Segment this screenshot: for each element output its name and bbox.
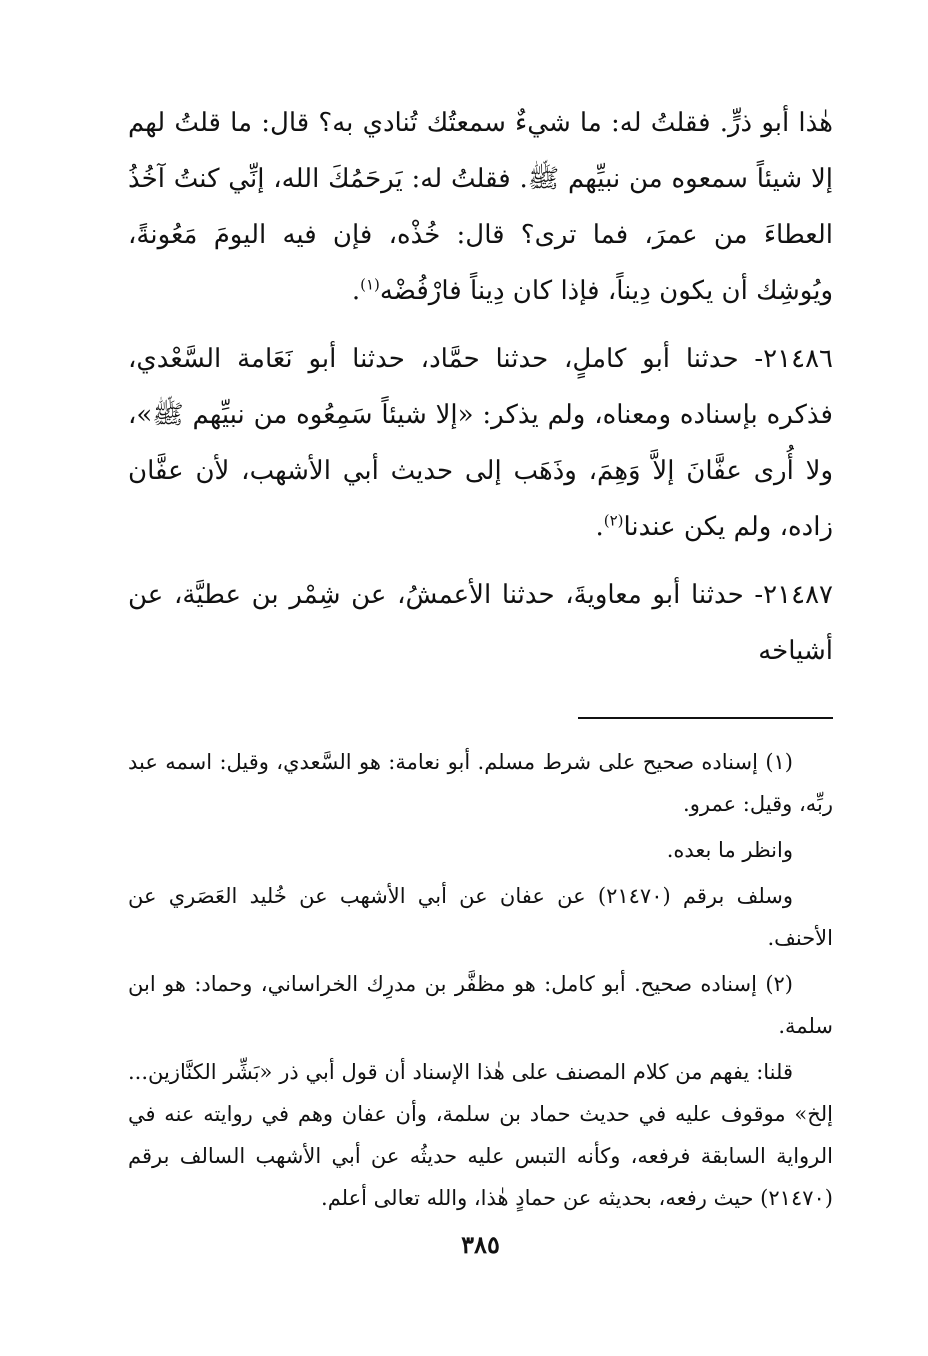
footnote-1: (١) إسناده صحيح على شرط مسلم. أبو نعامة: هو السَّعدي، وقيل: اسمه عبد ربِّه، وقيل: عمرو. — [128, 750, 833, 816]
book-page — [128, 95, 833, 1335]
page-number: ٣٨٥ — [461, 1230, 500, 1259]
hadith-number: ٢١٤٨٧- — [754, 580, 833, 610]
paragraph-ending: . — [595, 512, 604, 542]
hadith-paragraph — [128, 567, 833, 679]
hadith-number: ٢١٤٨٦- — [754, 344, 833, 374]
main-text — [128, 95, 833, 679]
paragraph-text: حدثنا أبو كاملٍ، حدثنا حمَّاد، حدثنا أبو نَعَامة السَّعْدي، فذكره بإسناده ومعناه، ولم يذكر: «إلا شيئاً سَمِعُوه من نبيِّهم ﷺ»، ولا أُرى عفَّانَ إلاَّ وَهِمَ، وذَهَب إلى حديث أبي الأشهب، لأن عفَّان زاده، ولم يكن عندنا — [128, 344, 833, 542]
footnote-1-see-also: وانظر ما بعده. — [666, 838, 793, 862]
paragraph-text: هٰذا أبو ذرٍّ. فقلتُ له: ما شيءٌ سمعتُك تُنادي به؟ قال: ما قلتُ لهم إلا شيئاً سمعوه من نبيِّهم ﷺ. فقلتُ له: يَرحَمُكَ الله، إنِّي كنتُ آخُذُ العطاءَ من عمرَ، فما ترى؟ قال: خُذْه، فإن فيه اليومَ مَعُونةً، ويُوشِك أن يكون دِيناً، فإذا كان دِيناً فارْفُضْه — [128, 108, 833, 306]
footnote-1-previous-ref: وسلف برقم (٢١٤٧٠) عن عفان عن أبي الأشهب عن خُليد العَصَري عن الأحنف. — [128, 884, 833, 950]
footnotes — [128, 741, 833, 1219]
footnote-divider — [578, 717, 833, 719]
paragraph-ending: . — [351, 276, 361, 306]
paragraph-text: حدثنا أبو معاويةَ، حدثنا الأعمشُ، عن شِمْر بن عطيَّة، عن أشياخه — [128, 580, 833, 666]
footnote-reference: (٢) — [603, 511, 624, 530]
main-paragraph-continuation — [128, 95, 833, 319]
footnote-2: (٢) إسناده صحيح. أبو كامل: هو مظفَّر بن مدرِك الخراساني، وحماد: هو ابن سلمة. — [128, 972, 833, 1038]
footnote-2-commentary: قلنا: يفهم من كلام المصنف على هٰذا الإسناد أن قول أبي ذر «بَشِّر الكنَّازين... إلخ» موقوف عليه في حديث حماد بن سلمة، وأن عفان وهم في روايته عنه في الرواية السابقة فرفعه، وكأنه التبس عليه حديثُه عن أبي الأشهب السالف برقم (٢١٤٧٠) حيث رفعه، بحديثه عن حمادٍ هٰذا، والله تعالى أعلم. — [128, 1060, 833, 1210]
footnote-reference: (١) — [360, 275, 380, 294]
hadith-paragraph — [128, 331, 833, 555]
